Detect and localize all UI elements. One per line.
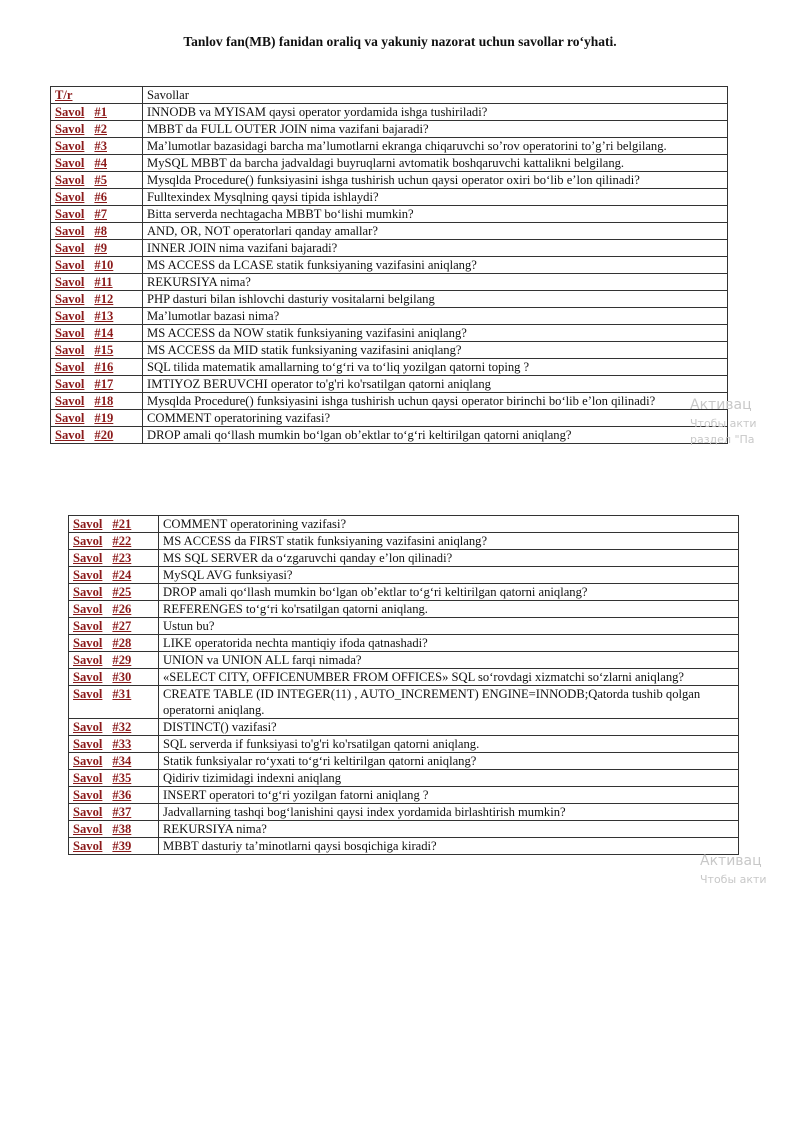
activation-watermark-title: Активац: [700, 853, 762, 869]
question-index: #26: [112, 602, 132, 616]
question-index: #39: [112, 839, 132, 853]
question-row: [69, 686, 739, 719]
question-label: Savol: [73, 653, 103, 667]
question-text: MS ACCESS da MID statik funksiyaning vazifasini aniqlang?: [143, 342, 728, 359]
question-label: Savol: [55, 309, 85, 323]
question-index: #12: [94, 292, 114, 306]
question-index: #22: [112, 534, 132, 548]
question-index: #21: [112, 517, 132, 531]
question-label: Savol: [73, 754, 103, 768]
activation-watermark-line: раздел "Па: [690, 433, 755, 446]
question-text: INSERT operatori to‘g‘ri yozilgan fatorni aniqlang ?: [159, 787, 739, 804]
question-text: CREATE TABLE (ID INTEGER(11) , AUTO_INCREMENT) ENGINE=INNODB;Qatorda tushib qolgan operatorni aniqlang.: [159, 686, 739, 719]
question-label: Savol: [55, 394, 85, 408]
question-row: [69, 770, 739, 787]
question-number: [69, 669, 159, 686]
question-number: [69, 753, 159, 770]
question-text: COMMENT operatorining vazifasi?: [143, 410, 728, 427]
question-text: MS ACCESS da LCASE statik funksiyaning vazifasini aniqlang?: [143, 257, 728, 274]
question-index: #8: [94, 224, 107, 238]
question-number: [69, 787, 159, 804]
question-index: #27: [112, 619, 132, 633]
question-row: [51, 291, 728, 308]
question-number: [51, 257, 143, 274]
question-number: [69, 618, 159, 635]
question-label: Savol: [73, 737, 103, 751]
question-index: #19: [94, 411, 114, 425]
question-text: Bitta serverda nechtagacha MBBT bo‘lishi mumkin?: [143, 206, 728, 223]
question-number: [69, 736, 159, 753]
question-label: Savol: [73, 517, 103, 531]
question-row: [51, 427, 728, 444]
question-text: MySQL MBBT da barcha jadvaldagi buyruqlarni avtomatik boshqaruvchi kattalikni belgilang.: [143, 155, 728, 172]
question-row: [69, 736, 739, 753]
question-label: Savol: [55, 326, 85, 340]
question-text: PHP dasturi bilan ishlovchi dasturiy vositalarni belgilang: [143, 291, 728, 308]
question-index: #23: [112, 551, 132, 565]
question-text: Ustun bu?: [159, 618, 739, 635]
question-index: #37: [112, 805, 132, 819]
question-number: [51, 223, 143, 240]
question-row: [51, 359, 728, 376]
question-row: [69, 669, 739, 686]
question-row: [51, 172, 728, 189]
question-index: #5: [94, 173, 107, 187]
question-text: Ma’lumotlar bazasi nima?: [143, 308, 728, 325]
question-label: Savol: [55, 292, 85, 306]
question-number: [51, 393, 143, 410]
question-index: #15: [94, 343, 114, 357]
question-number: [51, 121, 143, 138]
question-row: [69, 601, 739, 618]
question-number: [69, 652, 159, 669]
question-label: Savol: [73, 822, 103, 836]
question-number: [51, 291, 143, 308]
question-index: #14: [94, 326, 114, 340]
question-label: Savol: [73, 585, 103, 599]
question-index: #38: [112, 822, 132, 836]
question-text: Statik funksiyalar ro‘yxati to‘g‘ri keltirilgan qatorni aniqlang?: [159, 753, 739, 770]
question-number: [69, 601, 159, 618]
question-text: Fulltexindex Mysqlning qaysi tipida ishlaydi?: [143, 189, 728, 206]
question-text: MS SQL SERVER da o‘zgaruvchi qanday e’lon qilinadi?: [159, 550, 739, 567]
question-text: Ma’lumotlar bazasidagi barcha ma’lumotlarni ekranga chiqaruvchi so’rov operatorini to’g’ri belgilang.: [143, 138, 728, 155]
question-row: [69, 652, 739, 669]
question-label: Savol: [55, 343, 85, 357]
question-text: MBBT dasturiy ta’minotlarni qaysi bosqichiga kiradi?: [159, 838, 739, 855]
question-row: [51, 410, 728, 427]
question-number: [51, 376, 143, 393]
question-label: Savol: [55, 428, 85, 442]
question-number: [69, 770, 159, 787]
question-index: #17: [94, 377, 114, 391]
question-number: [69, 719, 159, 736]
question-text: UNION va UNION ALL farqi nimada?: [159, 652, 739, 669]
question-row: [69, 719, 739, 736]
questions-table-1: [50, 86, 728, 444]
question-text: REKURSIYA nima?: [143, 274, 728, 291]
question-number: [51, 410, 143, 427]
question-row: [51, 206, 728, 223]
question-number: [51, 104, 143, 121]
question-text: REKURSIYA nima?: [159, 821, 739, 838]
question-text: DROP amali qo‘llash mumkin bo‘lgan ob’ektlar to‘g‘ri keltirilgan qatorni aniqlang?: [159, 584, 739, 601]
question-row: [69, 618, 739, 635]
question-index: #16: [94, 360, 114, 374]
question-number: [69, 838, 159, 855]
question-label: Savol: [73, 568, 103, 582]
question-row: [51, 308, 728, 325]
question-text: INNER JOIN nima vazifani bajaradi?: [143, 240, 728, 257]
question-label: Savol: [55, 411, 85, 425]
document-title: Tanlov fan(MB) fanidan oraliq va yakuniy nazorat uchun savollar ro‘yhati.: [183, 34, 617, 49]
question-text: SQL tilida matematik amallarning to‘g‘ri va to‘liq yozilgan qatorni toping ?: [143, 359, 728, 376]
question-text: AND, OR, NOT operatorlari qanday amallar?: [143, 223, 728, 240]
question-text: Mysqlda Procedure() funksiyasini ishga tushirish uchun qaysi operator birinchi bo‘lib e’lon qilinadi?: [143, 393, 728, 410]
question-label: Savol: [55, 156, 85, 170]
question-row: [51, 138, 728, 155]
question-index: #3: [94, 139, 107, 153]
question-label: Savol: [55, 207, 85, 221]
question-text: MBBT da FULL OUTER JOIN nima vazifani bajaradi?: [143, 121, 728, 138]
question-label: Savol: [73, 636, 103, 650]
question-number: [69, 635, 159, 652]
question-label: Savol: [55, 258, 85, 272]
question-row: [51, 274, 728, 291]
questions-table-2: [68, 515, 739, 855]
question-row: [69, 787, 739, 804]
question-number: [69, 516, 159, 533]
question-text: «SELECT CITY, OFFICENUMBER FROM OFFICES» SQL so‘rovdagi xizmatchi so‘zlarni aniqlang?: [159, 669, 739, 686]
question-row: [69, 550, 739, 567]
question-index: #24: [112, 568, 132, 582]
question-number: [51, 359, 143, 376]
question-text: Jadvallarning tashqi bog‘lanishini qaysi index yordamida birlashtirish mumkin?: [159, 804, 739, 821]
question-index: #33: [112, 737, 132, 751]
question-number: [51, 172, 143, 189]
question-index: #7: [94, 207, 107, 221]
activation-watermark-title: Активац: [690, 397, 752, 413]
question-index: #28: [112, 636, 132, 650]
question-text: Qidiriv tizimidagi indexni aniqlang: [159, 770, 739, 787]
question-row: [51, 223, 728, 240]
question-index: #32: [112, 720, 132, 734]
question-number: [51, 274, 143, 291]
question-row: [51, 189, 728, 206]
question-index: #6: [94, 190, 107, 204]
question-index: #13: [94, 309, 114, 323]
question-index: #35: [112, 771, 132, 785]
question-row: [69, 584, 739, 601]
question-number: [69, 533, 159, 550]
question-label: Savol: [55, 377, 85, 391]
question-text: COMMENT operatorining vazifasi?: [159, 516, 739, 533]
question-row: [69, 567, 739, 584]
activation-watermark-line: Чтобы акти: [690, 417, 757, 430]
question-index: #30: [112, 670, 132, 684]
question-label: Savol: [73, 839, 103, 853]
question-label: Savol: [55, 275, 85, 289]
question-row: [69, 804, 739, 821]
question-label: Savol: [55, 360, 85, 374]
question-index: #11: [94, 275, 113, 289]
question-row: [69, 516, 739, 533]
question-number: [51, 325, 143, 342]
question-number: [69, 821, 159, 838]
question-number: [51, 138, 143, 155]
question-label: Savol: [55, 241, 85, 255]
question-row: [51, 121, 728, 138]
question-index: #36: [112, 788, 132, 802]
question-row: [51, 104, 728, 121]
question-label: Savol: [55, 173, 85, 187]
header-questions: Savollar: [143, 87, 728, 104]
question-row: [69, 753, 739, 770]
question-label: Savol: [73, 551, 103, 565]
question-index: #18: [94, 394, 114, 408]
question-label: Savol: [55, 190, 85, 204]
question-text: REFERENGES to‘g‘ri ko'rsatilgan qatorni aniqlang.: [159, 601, 739, 618]
question-index: #20: [94, 428, 114, 442]
question-index: #1: [94, 105, 107, 119]
question-row: [51, 257, 728, 274]
question-label: Savol: [73, 619, 103, 633]
question-index: #9: [94, 241, 107, 255]
header-number: T/r: [51, 87, 143, 104]
question-label: Savol: [73, 670, 103, 684]
question-number: [51, 206, 143, 223]
question-number: [69, 550, 159, 567]
question-text: INNODB va MYISAM qaysi operator yordamida ishga tushiriladi?: [143, 104, 728, 121]
question-row: [51, 342, 728, 359]
question-label: Savol: [73, 687, 103, 701]
question-text: Mysqlda Procedure() funksiyasini ishga tushirish uchun qaysi operator oxiri bo‘lib e’lon qilinadi?: [143, 172, 728, 189]
question-label: Savol: [73, 771, 103, 785]
question-row: [51, 393, 728, 410]
question-row: [51, 155, 728, 172]
question-number: [51, 308, 143, 325]
question-text: MySQL AVG funksiyasi?: [159, 567, 739, 584]
question-number: [51, 189, 143, 206]
question-text: DROP amali qo‘llash mumkin bo‘lgan ob’ektlar to‘g‘ri keltirilgan qatorni aniqlang?: [143, 427, 728, 444]
question-label: Savol: [55, 224, 85, 238]
question-index: #34: [112, 754, 132, 768]
question-number: [69, 567, 159, 584]
question-text: MS ACCESS da NOW statik funksiyaning vazifasini aniqlang?: [143, 325, 728, 342]
question-index: #31: [112, 687, 132, 701]
question-text: IMTIYOZ BERUVCHI operator to'g'ri ko'rsatilgan qatorni aniqlang: [143, 376, 728, 393]
activation-watermark-line: Чтобы акти: [700, 873, 767, 886]
question-number: [51, 155, 143, 172]
question-text: DISTINCT() vazifasi?: [159, 719, 739, 736]
question-number: [51, 240, 143, 257]
question-row: [69, 635, 739, 652]
question-label: Savol: [73, 534, 103, 548]
question-label: Savol: [73, 805, 103, 819]
question-label: Savol: [73, 788, 103, 802]
question-row: [51, 325, 728, 342]
question-text: LIKE operatorida nechta mantiqiy ifoda qatnashadi?: [159, 635, 739, 652]
question-number: [51, 342, 143, 359]
question-row: [51, 376, 728, 393]
question-label: Savol: [55, 122, 85, 136]
question-label: Savol: [73, 602, 103, 616]
table-header-row: [51, 87, 728, 104]
question-index: #10: [94, 258, 114, 272]
question-number: [69, 584, 159, 601]
question-row: [69, 533, 739, 550]
question-row: [51, 240, 728, 257]
question-index: #29: [112, 653, 132, 667]
question-label: Savol: [55, 105, 85, 119]
question-text: MS ACCESS da FIRST statik funksiyaning vazifasini aniqlang?: [159, 533, 739, 550]
question-text: SQL serverda if funksiyasi to'g'ri ko'rsatilgan qatorni aniqlang.: [159, 736, 739, 753]
question-label: Savol: [73, 720, 103, 734]
question-index: #2: [94, 122, 107, 136]
question-row: [69, 838, 739, 855]
question-index: #25: [112, 585, 132, 599]
question-row: [69, 821, 739, 838]
question-number: [69, 804, 159, 821]
question-number: [69, 686, 159, 719]
question-label: Savol: [55, 139, 85, 153]
question-number: [51, 427, 143, 444]
question-index: #4: [94, 156, 107, 170]
